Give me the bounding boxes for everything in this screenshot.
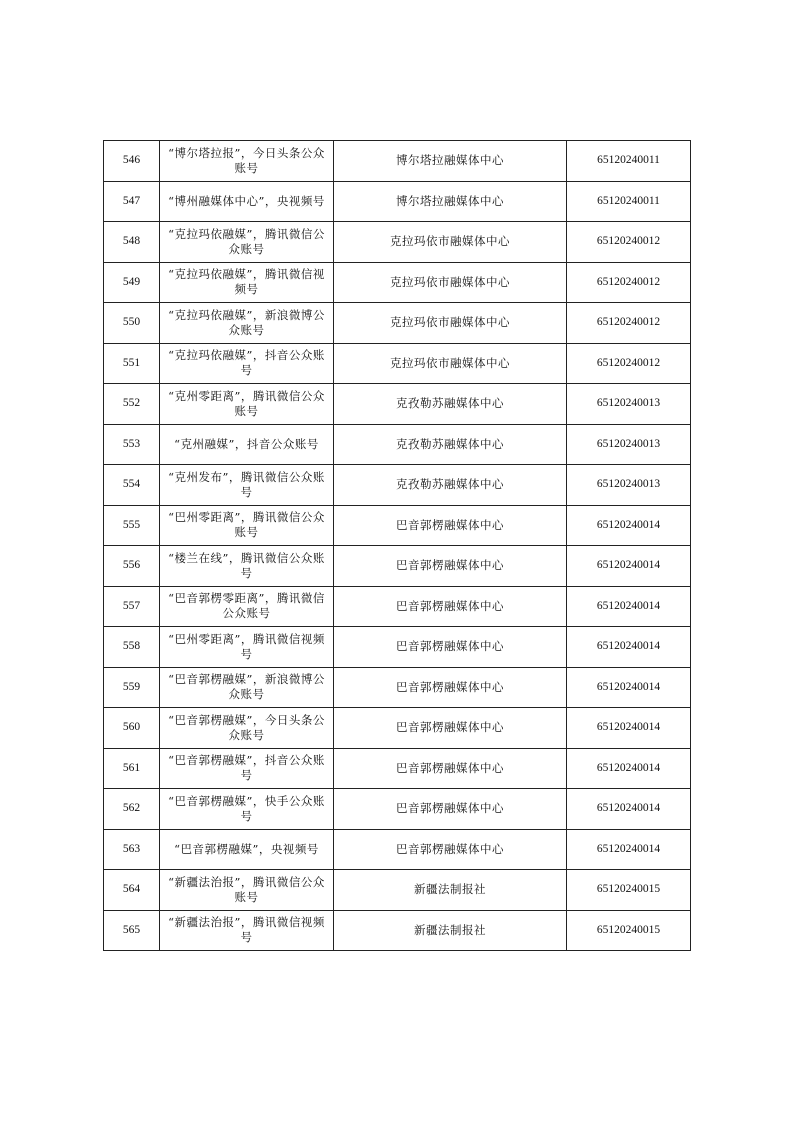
table-row: [104, 424, 691, 465]
account-name-cell: “新疆法治报”，腾讯微信公众账号: [160, 870, 334, 911]
table-row: [104, 870, 691, 911]
table-row: [104, 829, 691, 870]
organization-cell: 克拉玛依市融媒体中心: [334, 262, 567, 303]
table-row: [104, 789, 691, 830]
row-number-cell: 555: [104, 505, 160, 546]
account-name-cell: “巴州零距离”，腾讯微信视频号: [160, 627, 334, 668]
registration-code-cell: 65120240013: [567, 424, 691, 465]
account-name-cell: “克州零距离”，腾讯微信公众账号: [160, 384, 334, 425]
table-row: [104, 141, 691, 182]
row-number-cell: 549: [104, 262, 160, 303]
organization-cell: 巴音郭楞融媒体中心: [334, 505, 567, 546]
row-number-cell: 553: [104, 424, 160, 465]
table-row: [104, 505, 691, 546]
organization-cell: 克拉玛依市融媒体中心: [334, 303, 567, 344]
row-number-cell: 561: [104, 748, 160, 789]
organization-cell: 新疆法制报社: [334, 910, 567, 951]
registration-code-cell: 65120240013: [567, 384, 691, 425]
account-name-cell: “巴音郭楞融媒”，抖音公众账号: [160, 748, 334, 789]
registration-code-cell: 65120240014: [567, 829, 691, 870]
row-number-cell: 554: [104, 465, 160, 506]
registration-code-cell: 65120240014: [567, 627, 691, 668]
table-row: [104, 384, 691, 425]
row-number-cell: 547: [104, 181, 160, 222]
account-name-cell: “克拉玛依融媒”，新浪微博公众账号: [160, 303, 334, 344]
registration-code-cell: 65120240014: [567, 667, 691, 708]
organization-cell: 新疆法制报社: [334, 870, 567, 911]
account-name-cell: “克拉玛依融媒”，腾讯微信视频号: [160, 262, 334, 303]
organization-cell: 巴音郭楞融媒体中心: [334, 708, 567, 749]
account-name-cell: “楼兰在线”，腾讯微信公众账号: [160, 546, 334, 587]
organization-cell: 克孜勒苏融媒体中心: [334, 465, 567, 506]
account-name-cell: “新疆法治报”，腾讯微信视频号: [160, 910, 334, 951]
registration-code-cell: 65120240014: [567, 546, 691, 587]
organization-cell: 巴音郭楞融媒体中心: [334, 829, 567, 870]
row-number-cell: 551: [104, 343, 160, 384]
registration-code-cell: 65120240015: [567, 910, 691, 951]
row-number-cell: 548: [104, 222, 160, 263]
registration-code-cell: 65120240012: [567, 222, 691, 263]
row-number-cell: 564: [104, 870, 160, 911]
organization-cell: 克孜勒苏融媒体中心: [334, 424, 567, 465]
account-name-cell: “巴音郭楞零距离”，腾讯微信公众账号: [160, 586, 334, 627]
registration-code-cell: 65120240012: [567, 343, 691, 384]
account-name-cell: “巴音郭楞融媒”，央视频号: [160, 829, 334, 870]
account-name-cell: “博州融媒体中心”，央视频号: [160, 181, 334, 222]
account-name-cell: “克州融媒”，抖音公众账号: [160, 424, 334, 465]
organization-cell: 巴音郭楞融媒体中心: [334, 748, 567, 789]
registration-code-cell: 65120240014: [567, 708, 691, 749]
account-name-cell: “克拉玛依融媒”，抖音公众账号: [160, 343, 334, 384]
table-row: [104, 748, 691, 789]
registration-code-cell: 65120240011: [567, 141, 691, 182]
table-body: [104, 141, 691, 951]
table-row: [104, 546, 691, 587]
row-number-cell: 563: [104, 829, 160, 870]
row-number-cell: 558: [104, 627, 160, 668]
table-row: [104, 586, 691, 627]
account-name-cell: “巴音郭楞融媒”，快手公众账号: [160, 789, 334, 830]
account-name-cell: “克州发布”，腾讯微信公众账号: [160, 465, 334, 506]
account-name-cell: “博尔塔拉报”，今日头条公众账号: [160, 141, 334, 182]
account-name-cell: “克拉玛依融媒”，腾讯微信公众账号: [160, 222, 334, 263]
table-row: [104, 910, 691, 951]
organization-cell: 克拉玛依市融媒体中心: [334, 222, 567, 263]
row-number-cell: 562: [104, 789, 160, 830]
row-number-cell: 565: [104, 910, 160, 951]
organization-cell: 巴音郭楞融媒体中心: [334, 627, 567, 668]
table-row: [104, 181, 691, 222]
table-row: [104, 303, 691, 344]
registration-code-cell: 65120240015: [567, 870, 691, 911]
organization-cell: 巴音郭楞融媒体中心: [334, 586, 567, 627]
table-row: [104, 465, 691, 506]
table-row: [104, 627, 691, 668]
row-number-cell: 560: [104, 708, 160, 749]
registration-code-cell: 65120240014: [567, 748, 691, 789]
registration-code-cell: 65120240012: [567, 303, 691, 344]
table-row: [104, 708, 691, 749]
registration-code-cell: 65120240014: [567, 505, 691, 546]
table-row: [104, 222, 691, 263]
registration-code-cell: 65120240014: [567, 789, 691, 830]
registry-table: [103, 140, 691, 951]
row-number-cell: 557: [104, 586, 160, 627]
row-number-cell: 550: [104, 303, 160, 344]
row-number-cell: 546: [104, 141, 160, 182]
organization-cell: 克孜勒苏融媒体中心: [334, 384, 567, 425]
account-name-cell: “巴音郭楞融媒”，今日头条公众账号: [160, 708, 334, 749]
table-row: [104, 667, 691, 708]
account-name-cell: “巴州零距离”，腾讯微信公众账号: [160, 505, 334, 546]
registration-code-cell: 65120240013: [567, 465, 691, 506]
table-row: [104, 343, 691, 384]
row-number-cell: 556: [104, 546, 160, 587]
registration-code-cell: 65120240012: [567, 262, 691, 303]
registration-code-cell: 65120240011: [567, 181, 691, 222]
organization-cell: 博尔塔拉融媒体中心: [334, 141, 567, 182]
organization-cell: 巴音郭楞融媒体中心: [334, 789, 567, 830]
organization-cell: 巴音郭楞融媒体中心: [334, 667, 567, 708]
organization-cell: 博尔塔拉融媒体中心: [334, 181, 567, 222]
organization-cell: 克拉玛依市融媒体中心: [334, 343, 567, 384]
account-name-cell: “巴音郭楞融媒”，新浪微博公众账号: [160, 667, 334, 708]
registration-code-cell: 65120240014: [567, 586, 691, 627]
row-number-cell: 559: [104, 667, 160, 708]
organization-cell: 巴音郭楞融媒体中心: [334, 546, 567, 587]
table-row: [104, 262, 691, 303]
row-number-cell: 552: [104, 384, 160, 425]
